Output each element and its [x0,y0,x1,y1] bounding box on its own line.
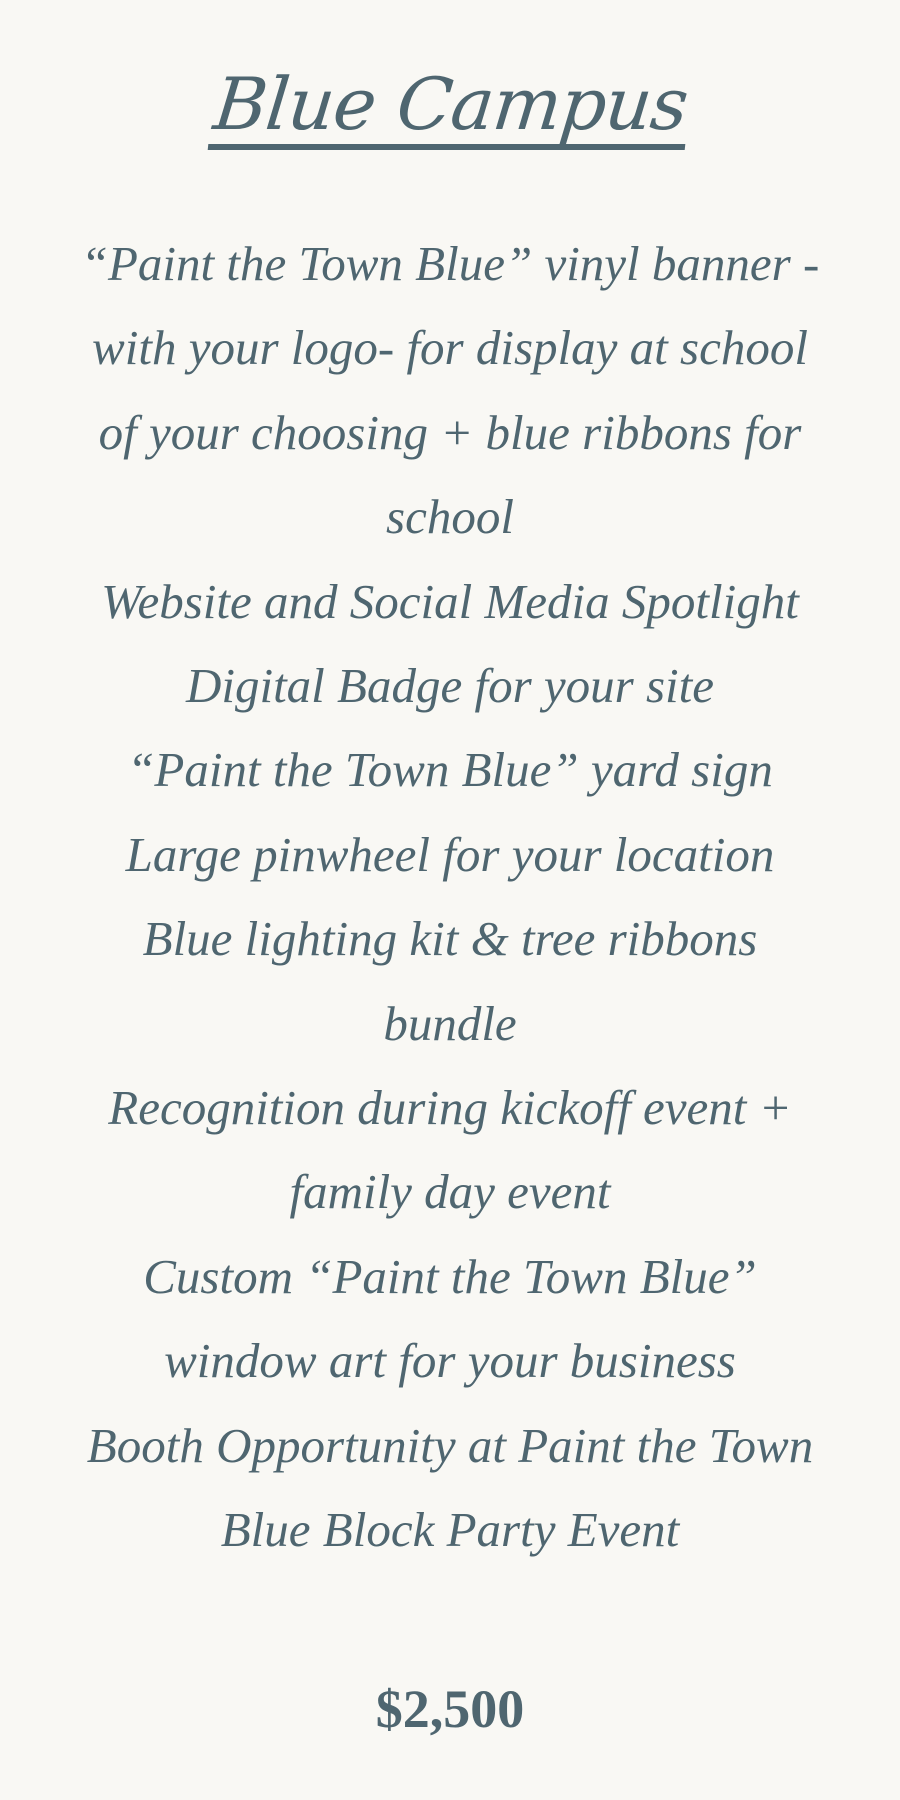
benefit-item-pinwheel: Large pinwheel for your location [125,826,775,882]
benefits-list [80,222,820,1573]
benefit-item-yard-sign: “Paint the Town Blue” yard sign [127,742,773,798]
tier-price: $2,500 [375,1679,525,1739]
benefit-item-website-social-spotlight: Website and Social Media Spotlight [101,573,799,629]
tier-title-text: Blue Campus [207,68,692,150]
benefit-item-window-art: Custom “Paint the Town Blue” window art for your business [143,1248,757,1389]
benefit-item-vinyl-banner: “Paint the Town Blue” vinyl banner - with your logo- for display at school of your choosing + blue ribbons for school [80,236,820,545]
benefit-item-digital-badge: Digital Badge for your site [185,658,715,714]
tier-title [0,62,900,150]
benefit-item-lighting-kit: Blue lighting kit & tree ribbons bundle [142,911,758,1051]
benefit-item-booth-opportunity: Booth Opportunity at Paint the Town Blue Block Party Event [86,1417,814,1558]
benefit-item-event-recognition: Recognition during kickoff event + family day event [108,1080,792,1220]
